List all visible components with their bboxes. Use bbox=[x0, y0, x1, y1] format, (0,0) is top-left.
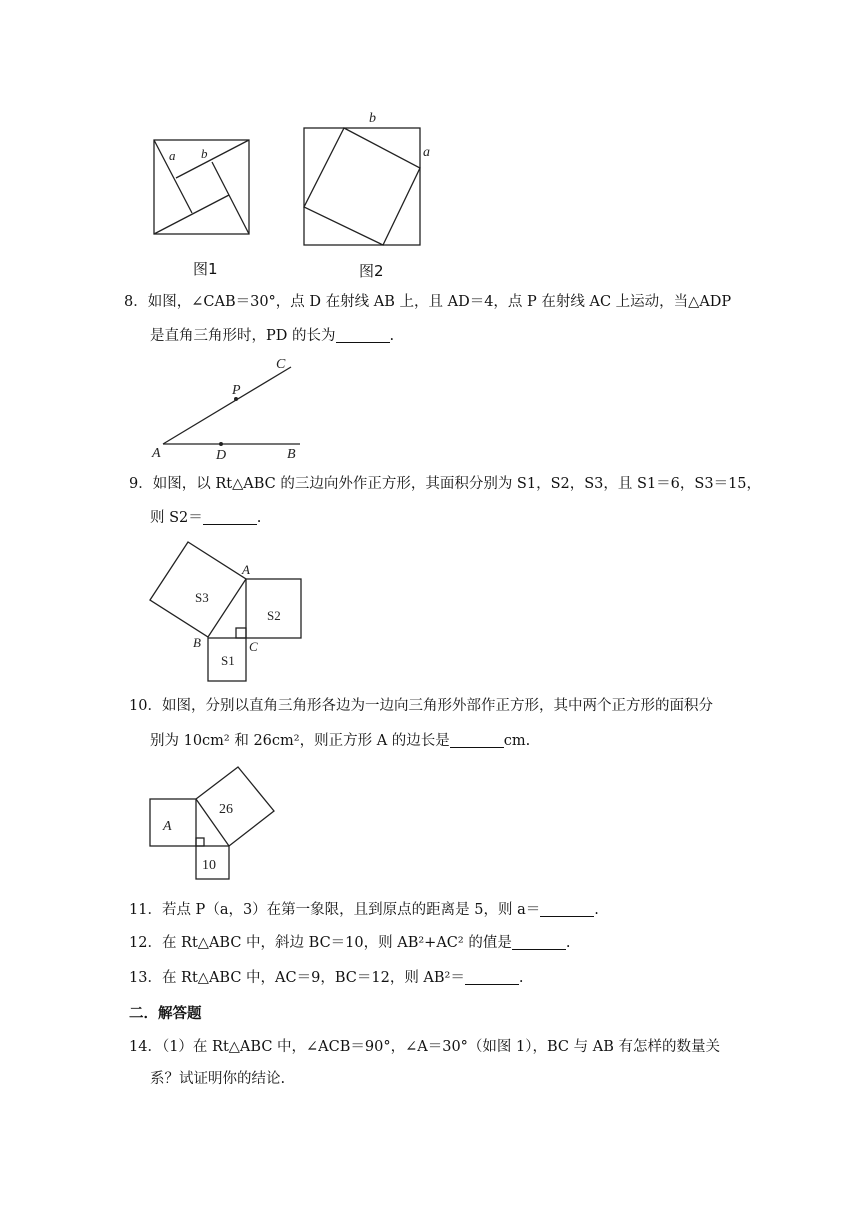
q10-label-a: A bbox=[163, 819, 172, 834]
q12-answer-blank[interactable] bbox=[512, 935, 566, 950]
q9-label-a: A bbox=[242, 562, 250, 577]
q11-text: 11．若点 P（a，3）在第一象限，且到原点的距离是 5，则 a＝ bbox=[129, 902, 541, 918]
q9-line2-end: . bbox=[256, 510, 262, 526]
q9-line1: 9．如图，以 Rt△ABC 的三边向外作正方形，其面积分别为 S1，S2，S3，且 S1＝6，S3＝15， bbox=[129, 476, 762, 492]
q11-end: . bbox=[594, 902, 599, 918]
q8-line1: 8．如图，∠CAB＝30°，点 D 在射线 AB 上，且 AD＝4，点 P 在射线 AC 上运动，当△ADP bbox=[124, 294, 732, 310]
fig2-label-b: b bbox=[369, 111, 376, 126]
q14-line1: 14．（1）在 Rt△ABC 中，∠ACB＝90°，∠A＝30°（如图 1），BC 与 AB 有怎样的数量关 bbox=[129, 1039, 720, 1055]
q12-end: . bbox=[565, 935, 571, 951]
q9-label-s3: S3 bbox=[195, 590, 209, 605]
q10-label-26: 26 bbox=[219, 802, 233, 817]
section-title: 二．解答题 bbox=[129, 1006, 202, 1022]
q10-line1: 10．如图，分别以直角三角形各边为一边向三角形外部作正方形，其中两个正方形的面积分 bbox=[129, 698, 713, 714]
q13-answer-blank[interactable] bbox=[465, 970, 519, 985]
q8-line2-end: . bbox=[389, 328, 395, 344]
fig2-caption: 图2 bbox=[359, 262, 384, 280]
q9-label-s1: S1 bbox=[221, 653, 235, 668]
q13-text: 13．在 Rt△ABC 中，AC＝9，BC＝12，则 AB²＝ bbox=[129, 970, 465, 986]
fig1-label-a: a bbox=[169, 148, 176, 163]
fig2-label-a: a bbox=[423, 145, 430, 160]
q11 bbox=[129, 900, 599, 920]
q14-line2: 系？试证明你的结论. bbox=[150, 1071, 286, 1087]
q13 bbox=[129, 968, 523, 988]
q9-label-b: B bbox=[193, 635, 201, 650]
square-26 bbox=[196, 767, 274, 846]
q12-text: 12．在 Rt△ABC 中，斜边 BC＝10，则 AB²+AC² 的值是 bbox=[129, 935, 512, 951]
q12 bbox=[129, 933, 570, 953]
square-a bbox=[150, 799, 196, 846]
q9-line2-text: 则 S2＝ bbox=[150, 510, 203, 526]
q8-label-p: P bbox=[232, 383, 241, 398]
q10-line2-end: cm. bbox=[503, 733, 531, 749]
q9-label-s2: S2 bbox=[267, 608, 281, 623]
fig1-caption: 图1 bbox=[193, 260, 218, 278]
q8-label-d: D bbox=[216, 448, 227, 463]
q11-answer-blank[interactable] bbox=[540, 902, 594, 917]
q13-end: . bbox=[518, 970, 524, 986]
q8-label-c: C bbox=[276, 357, 286, 372]
q8-label-a: A bbox=[152, 446, 161, 461]
q10-label-10: 10 bbox=[202, 858, 216, 873]
right-angle-mark bbox=[196, 838, 204, 846]
q8-label-b: B bbox=[287, 447, 296, 462]
q9-label-c: C bbox=[249, 639, 258, 654]
fig1-label-b: b bbox=[201, 146, 208, 161]
q10-line2-text: 别为 10cm² 和 26cm²，则正方形 A 的边长是 bbox=[150, 733, 450, 749]
q8-line2-text: 是直角三角形时，PD 的长为 bbox=[150, 328, 336, 344]
